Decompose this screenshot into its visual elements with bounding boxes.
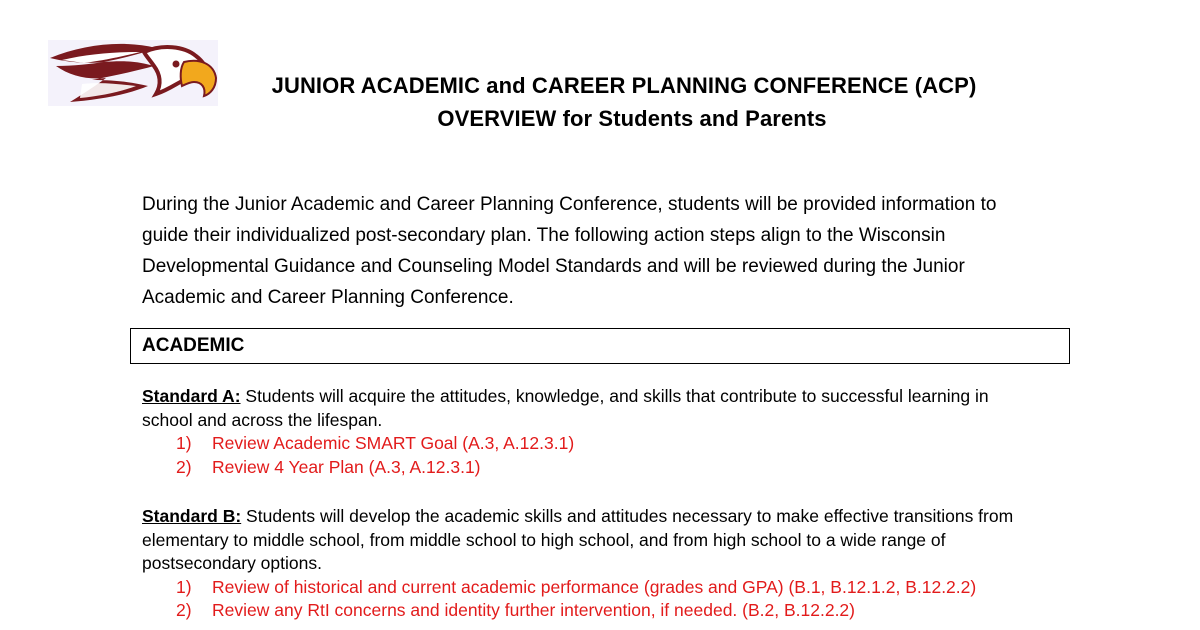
page-title-line2: OVERVIEW for Students and Parents <box>437 106 827 131</box>
intro-line: guide their individualized post-secondary plan. The following action steps align to the Wisconsin <box>142 225 946 246</box>
action-list <box>142 432 1072 479</box>
action-text: Review any RtI concerns and identity further intervention, if needed. (B.2, B.12.2.2) <box>212 600 855 620</box>
intro-paragraph <box>142 189 1062 313</box>
action-item <box>142 576 1072 600</box>
action-item <box>142 599 1072 623</box>
standard-label: Standard B: <box>142 506 242 526</box>
intro-line: Academic and Career Planning Conference. <box>142 287 514 308</box>
action-number: 1) <box>176 576 192 597</box>
standard-text-line: elementary to middle school, from middle school to high school, and from high school to a wide range of <box>142 529 946 550</box>
standard-text-line <box>142 385 1072 409</box>
intro-line: During the Junior Academic and Career Planning Conference, students will be provided information to <box>142 194 997 215</box>
section-heading: ACADEMIC <box>142 335 245 356</box>
action-text: Review of historical and current academic performance (grades and GPA) (B.1, B.12.1.2, B.12.2.2) <box>212 576 977 597</box>
page-title-line1: JUNIOR ACADEMIC and CAREER PLANNING CONFERENCE (ACP) <box>271 73 977 98</box>
standard-text-line <box>142 505 1072 529</box>
standard-text-line: school and across the lifespan. <box>142 409 383 430</box>
standard-text: Students will develop the academic skills and attitudes necessary to make effective transitions from <box>241 506 1014 526</box>
intro-line: Developmental Guidance and Counseling Model Standards and will be reviewed during the Junior <box>142 256 965 277</box>
action-number: 2) <box>176 600 192 620</box>
section-heading-box <box>130 328 1070 364</box>
action-text: Review 4 Year Plan (A.3, A.12.3.1) <box>212 456 481 477</box>
action-text: Review Academic SMART Goal (A.3, A.12.3.1) <box>212 433 575 453</box>
action-item <box>142 456 1072 480</box>
action-number: 2) <box>176 456 192 477</box>
standard-b <box>142 505 1072 623</box>
action-number: 1) <box>176 433 192 453</box>
standard-text: Students will acquire the attitudes, knowledge, and skills that contribute to successful learning in <box>240 386 989 406</box>
action-item <box>142 432 1072 456</box>
standard-label: Standard A: <box>142 386 241 406</box>
standard-a <box>142 385 1072 479</box>
action-list <box>142 576 1072 623</box>
standard-text-line: postsecondary options. <box>142 553 322 573</box>
